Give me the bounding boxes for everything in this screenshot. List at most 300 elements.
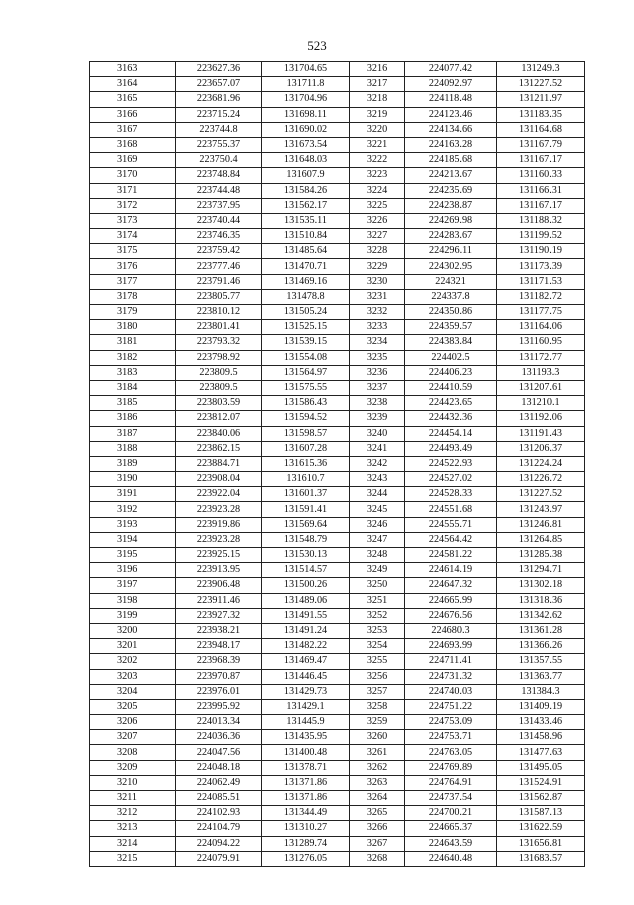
- x-coordinate-left-cell: 223803.59: [176, 396, 262, 411]
- y-coordinate-right-cell: 131458.96: [497, 730, 585, 745]
- x-coordinate-left-cell: 223777.46: [176, 259, 262, 274]
- y-coordinate-right-cell: 131211.97: [497, 92, 585, 107]
- point-id-right-cell: 3224: [350, 183, 405, 198]
- y-coordinate-left-cell: 131564.97: [262, 365, 350, 380]
- table-row: [90, 441, 585, 456]
- point-id-left-cell: 3170: [90, 168, 176, 183]
- table-row: [90, 760, 585, 775]
- y-coordinate-left-cell: 131371.86: [262, 791, 350, 806]
- y-coordinate-left-cell: 131469.47: [262, 654, 350, 669]
- y-coordinate-left-cell: 131514.57: [262, 563, 350, 578]
- x-coordinate-left-cell: 223737.95: [176, 198, 262, 213]
- x-coordinate-right-cell: 224402.5: [405, 350, 497, 365]
- point-id-right-cell: 3217: [350, 77, 405, 92]
- y-coordinate-right-cell: 131294.71: [497, 563, 585, 578]
- x-coordinate-right-cell: 224551.68: [405, 502, 497, 517]
- y-coordinate-left-cell: 131698.11: [262, 107, 350, 122]
- point-id-right-cell: 3242: [350, 456, 405, 471]
- x-coordinate-right-cell: 224432.36: [405, 411, 497, 426]
- table-row: [90, 365, 585, 380]
- y-coordinate-right-cell: 131167.17: [497, 198, 585, 213]
- y-coordinate-left-cell: 131491.24: [262, 623, 350, 638]
- y-coordinate-right-cell: 131188.32: [497, 213, 585, 228]
- point-id-left-cell: 3207: [90, 730, 176, 745]
- table-row: [90, 472, 585, 487]
- y-coordinate-right-cell: 131366.26: [497, 639, 585, 654]
- x-coordinate-left-cell: 224047.56: [176, 745, 262, 760]
- point-id-left-cell: 3187: [90, 426, 176, 441]
- x-coordinate-left-cell: 223805.77: [176, 289, 262, 304]
- table-row: [90, 305, 585, 320]
- x-coordinate-right-cell: 224581.22: [405, 548, 497, 563]
- point-id-right-cell: 3248: [350, 548, 405, 563]
- point-id-left-cell: 3215: [90, 851, 176, 866]
- x-coordinate-left-cell: 223748.84: [176, 168, 262, 183]
- point-id-left-cell: 3209: [90, 760, 176, 775]
- point-id-left-cell: 3176: [90, 259, 176, 274]
- x-coordinate-right-cell: 224185.68: [405, 153, 497, 168]
- y-coordinate-left-cell: 131400.48: [262, 745, 350, 760]
- y-coordinate-left-cell: 131445.9: [262, 715, 350, 730]
- y-coordinate-right-cell: 131433.46: [497, 715, 585, 730]
- table-row: [90, 198, 585, 213]
- table-row: [90, 623, 585, 638]
- y-coordinate-left-cell: 131601.37: [262, 487, 350, 502]
- point-id-left-cell: 3204: [90, 684, 176, 699]
- x-coordinate-left-cell: 223948.17: [176, 639, 262, 654]
- x-coordinate-left-cell: 223923.28: [176, 502, 262, 517]
- y-coordinate-left-cell: 131446.45: [262, 669, 350, 684]
- x-coordinate-left-cell: 223759.42: [176, 244, 262, 259]
- point-id-left-cell: 3190: [90, 472, 176, 487]
- x-coordinate-right-cell: 224406.23: [405, 365, 497, 380]
- y-coordinate-right-cell: 131357.55: [497, 654, 585, 669]
- x-coordinate-left-cell: 224079.91: [176, 851, 262, 866]
- x-coordinate-left-cell: 223862.15: [176, 441, 262, 456]
- table-row: [90, 213, 585, 228]
- y-coordinate-left-cell: 131289.74: [262, 836, 350, 851]
- point-id-right-cell: 3229: [350, 259, 405, 274]
- point-id-right-cell: 3265: [350, 806, 405, 821]
- x-coordinate-right-cell: 224528.33: [405, 487, 497, 502]
- y-coordinate-right-cell: 131171.53: [497, 274, 585, 289]
- x-coordinate-right-cell: 224238.87: [405, 198, 497, 213]
- y-coordinate-right-cell: 131167.79: [497, 137, 585, 152]
- x-coordinate-left-cell: 224104.79: [176, 821, 262, 836]
- x-coordinate-left-cell: 223927.32: [176, 608, 262, 623]
- y-coordinate-left-cell: 131648.03: [262, 153, 350, 168]
- table-row: [90, 608, 585, 623]
- x-coordinate-left-cell: 223740.44: [176, 213, 262, 228]
- y-coordinate-left-cell: 131378.71: [262, 760, 350, 775]
- x-coordinate-right-cell: 224410.59: [405, 380, 497, 395]
- point-id-left-cell: 3173: [90, 213, 176, 228]
- y-coordinate-right-cell: 131160.33: [497, 168, 585, 183]
- point-id-right-cell: 3253: [350, 623, 405, 638]
- y-coordinate-right-cell: 131164.68: [497, 122, 585, 137]
- point-id-left-cell: 3205: [90, 699, 176, 714]
- point-id-right-cell: 3268: [350, 851, 405, 866]
- point-id-right-cell: 3216: [350, 62, 405, 77]
- point-id-right-cell: 3266: [350, 821, 405, 836]
- point-id-right-cell: 3260: [350, 730, 405, 745]
- y-coordinate-right-cell: 131409.19: [497, 699, 585, 714]
- x-coordinate-right-cell: 224123.46: [405, 107, 497, 122]
- point-id-left-cell: 3191: [90, 487, 176, 502]
- x-coordinate-left-cell: 223809.5: [176, 365, 262, 380]
- x-coordinate-right-cell: 224118.48: [405, 92, 497, 107]
- x-coordinate-right-cell: 224676.56: [405, 608, 497, 623]
- y-coordinate-right-cell: 131318.36: [497, 593, 585, 608]
- point-id-right-cell: 3231: [350, 289, 405, 304]
- point-id-right-cell: 3220: [350, 122, 405, 137]
- x-coordinate-right-cell: 224077.42: [405, 62, 497, 77]
- y-coordinate-right-cell: 131361.28: [497, 623, 585, 638]
- coordinates-table-body: [90, 62, 585, 867]
- point-id-left-cell: 3210: [90, 775, 176, 790]
- point-id-right-cell: 3252: [350, 608, 405, 623]
- table-row: [90, 548, 585, 563]
- x-coordinate-left-cell: 223812.07: [176, 411, 262, 426]
- y-coordinate-left-cell: 131435.95: [262, 730, 350, 745]
- table-row: [90, 229, 585, 244]
- x-coordinate-right-cell: 224359.57: [405, 320, 497, 335]
- y-coordinate-left-cell: 131586.43: [262, 396, 350, 411]
- point-id-left-cell: 3212: [90, 806, 176, 821]
- point-id-left-cell: 3201: [90, 639, 176, 654]
- y-coordinate-left-cell: 131505.24: [262, 305, 350, 320]
- point-id-right-cell: 3232: [350, 305, 405, 320]
- point-id-right-cell: 3249: [350, 563, 405, 578]
- point-id-right-cell: 3264: [350, 791, 405, 806]
- point-id-right-cell: 3261: [350, 745, 405, 760]
- table-row: [90, 137, 585, 152]
- y-coordinate-right-cell: 131264.85: [497, 532, 585, 547]
- x-coordinate-right-cell: 224350.86: [405, 305, 497, 320]
- table-row: [90, 775, 585, 790]
- y-coordinate-right-cell: 131192.06: [497, 411, 585, 426]
- y-coordinate-left-cell: 131485.64: [262, 244, 350, 259]
- table-row: [90, 517, 585, 532]
- x-coordinate-left-cell: 224036.36: [176, 730, 262, 745]
- y-coordinate-right-cell: 131384.3: [497, 684, 585, 699]
- table-row: [90, 639, 585, 654]
- table-row: [90, 396, 585, 411]
- x-coordinate-left-cell: 223798.92: [176, 350, 262, 365]
- x-coordinate-left-cell: 223746.35: [176, 229, 262, 244]
- table-row: [90, 806, 585, 821]
- x-coordinate-right-cell: 224564.42: [405, 532, 497, 547]
- y-coordinate-left-cell: 131535.11: [262, 213, 350, 228]
- table-row: [90, 380, 585, 395]
- y-coordinate-right-cell: 131226.72: [497, 472, 585, 487]
- x-coordinate-right-cell: 224700.21: [405, 806, 497, 821]
- table-row: [90, 836, 585, 851]
- y-coordinate-right-cell: 131210.1: [497, 396, 585, 411]
- y-coordinate-right-cell: 131172.77: [497, 350, 585, 365]
- table-row: [90, 456, 585, 471]
- x-coordinate-right-cell: 224269.98: [405, 213, 497, 228]
- point-id-right-cell: 3221: [350, 137, 405, 152]
- point-id-left-cell: 3178: [90, 289, 176, 304]
- x-coordinate-right-cell: 224753.71: [405, 730, 497, 745]
- point-id-right-cell: 3258: [350, 699, 405, 714]
- point-id-right-cell: 3237: [350, 380, 405, 395]
- x-coordinate-left-cell: 223681.96: [176, 92, 262, 107]
- point-id-right-cell: 3235: [350, 350, 405, 365]
- point-id-left-cell: 3188: [90, 441, 176, 456]
- point-id-right-cell: 3263: [350, 775, 405, 790]
- table-row: [90, 821, 585, 836]
- table-row: [90, 153, 585, 168]
- table-row: [90, 684, 585, 699]
- point-id-left-cell: 3181: [90, 335, 176, 350]
- y-coordinate-left-cell: 131491.55: [262, 608, 350, 623]
- y-coordinate-right-cell: 131524.91: [497, 775, 585, 790]
- y-coordinate-right-cell: 131182.72: [497, 289, 585, 304]
- table-row: [90, 107, 585, 122]
- y-coordinate-right-cell: 131177.75: [497, 305, 585, 320]
- y-coordinate-right-cell: 131166.31: [497, 183, 585, 198]
- y-coordinate-right-cell: 131285.38: [497, 548, 585, 563]
- y-coordinate-left-cell: 131610.7: [262, 472, 350, 487]
- point-id-right-cell: 3228: [350, 244, 405, 259]
- table-row: [90, 699, 585, 714]
- x-coordinate-left-cell: 224085.51: [176, 791, 262, 806]
- y-coordinate-left-cell: 131569.64: [262, 517, 350, 532]
- x-coordinate-right-cell: 224163.28: [405, 137, 497, 152]
- x-coordinate-right-cell: 224454.14: [405, 426, 497, 441]
- point-id-right-cell: 3223: [350, 168, 405, 183]
- x-coordinate-left-cell: 224062.49: [176, 775, 262, 790]
- x-coordinate-left-cell: 223995.92: [176, 699, 262, 714]
- point-id-right-cell: 3227: [350, 229, 405, 244]
- x-coordinate-right-cell: 224235.69: [405, 183, 497, 198]
- point-id-left-cell: 3166: [90, 107, 176, 122]
- y-coordinate-left-cell: 131607.9: [262, 168, 350, 183]
- point-id-right-cell: 3243: [350, 472, 405, 487]
- point-id-left-cell: 3195: [90, 548, 176, 563]
- x-coordinate-right-cell: 224647.32: [405, 578, 497, 593]
- y-coordinate-left-cell: 131489.06: [262, 593, 350, 608]
- point-id-right-cell: 3257: [350, 684, 405, 699]
- point-id-right-cell: 3244: [350, 487, 405, 502]
- y-coordinate-right-cell: 131191.43: [497, 426, 585, 441]
- x-coordinate-left-cell: 223925.15: [176, 548, 262, 563]
- table-row: [90, 411, 585, 426]
- y-coordinate-right-cell: 131656.81: [497, 836, 585, 851]
- x-coordinate-left-cell: 223906.48: [176, 578, 262, 593]
- y-coordinate-left-cell: 131469.16: [262, 274, 350, 289]
- point-id-right-cell: 3267: [350, 836, 405, 851]
- x-coordinate-right-cell: 224555.71: [405, 517, 497, 532]
- point-id-left-cell: 3211: [90, 791, 176, 806]
- x-coordinate-right-cell: 224522.93: [405, 456, 497, 471]
- x-coordinate-left-cell: 223793.32: [176, 335, 262, 350]
- x-coordinate-left-cell: 223755.37: [176, 137, 262, 152]
- y-coordinate-left-cell: 131554.08: [262, 350, 350, 365]
- x-coordinate-right-cell: 224693.99: [405, 639, 497, 654]
- y-coordinate-right-cell: 131190.19: [497, 244, 585, 259]
- point-id-left-cell: 3214: [90, 836, 176, 851]
- y-coordinate-right-cell: 131622.59: [497, 821, 585, 836]
- table-row: [90, 320, 585, 335]
- x-coordinate-right-cell: 224764.91: [405, 775, 497, 790]
- point-id-right-cell: 3219: [350, 107, 405, 122]
- y-coordinate-right-cell: 131477.63: [497, 745, 585, 760]
- table-row: [90, 745, 585, 760]
- point-id-right-cell: 3234: [350, 335, 405, 350]
- point-id-right-cell: 3218: [350, 92, 405, 107]
- y-coordinate-right-cell: 131224.24: [497, 456, 585, 471]
- point-id-left-cell: 3171: [90, 183, 176, 198]
- table-row: [90, 289, 585, 304]
- x-coordinate-right-cell: 224769.89: [405, 760, 497, 775]
- x-coordinate-right-cell: 224423.65: [405, 396, 497, 411]
- x-coordinate-left-cell: 224102.93: [176, 806, 262, 821]
- point-id-right-cell: 3239: [350, 411, 405, 426]
- x-coordinate-left-cell: 223809.5: [176, 380, 262, 395]
- point-id-left-cell: 3180: [90, 320, 176, 335]
- point-id-right-cell: 3230: [350, 274, 405, 289]
- point-id-left-cell: 3202: [90, 654, 176, 669]
- table-row: [90, 168, 585, 183]
- y-coordinate-right-cell: 131167.17: [497, 153, 585, 168]
- table-row: [90, 350, 585, 365]
- x-coordinate-right-cell: 224337.8: [405, 289, 497, 304]
- point-id-left-cell: 3175: [90, 244, 176, 259]
- table-row: [90, 335, 585, 350]
- y-coordinate-right-cell: 131562.87: [497, 791, 585, 806]
- point-id-left-cell: 3182: [90, 350, 176, 365]
- y-coordinate-right-cell: 131227.52: [497, 77, 585, 92]
- x-coordinate-right-cell: 224640.48: [405, 851, 497, 866]
- x-coordinate-right-cell: 224665.37: [405, 821, 497, 836]
- y-coordinate-right-cell: 131342.62: [497, 608, 585, 623]
- x-coordinate-right-cell: 224680.3: [405, 623, 497, 638]
- x-coordinate-left-cell: 223657.07: [176, 77, 262, 92]
- y-coordinate-left-cell: 131591.41: [262, 502, 350, 517]
- x-coordinate-left-cell: 223923.28: [176, 532, 262, 547]
- table-row: [90, 563, 585, 578]
- point-id-left-cell: 3203: [90, 669, 176, 684]
- y-coordinate-left-cell: 131539.15: [262, 335, 350, 350]
- x-coordinate-left-cell: 223744.8: [176, 122, 262, 137]
- point-id-right-cell: 3238: [350, 396, 405, 411]
- point-id-left-cell: 3185: [90, 396, 176, 411]
- y-coordinate-left-cell: 131562.17: [262, 198, 350, 213]
- y-coordinate-left-cell: 131478.8: [262, 289, 350, 304]
- y-coordinate-left-cell: 131615.36: [262, 456, 350, 471]
- table-row: [90, 62, 585, 77]
- point-id-left-cell: 3168: [90, 137, 176, 152]
- x-coordinate-left-cell: 223627.36: [176, 62, 262, 77]
- table-row: [90, 77, 585, 92]
- table-row: [90, 502, 585, 517]
- point-id-left-cell: 3165: [90, 92, 176, 107]
- y-coordinate-right-cell: 131207.61: [497, 380, 585, 395]
- y-coordinate-right-cell: 131193.3: [497, 365, 585, 380]
- x-coordinate-right-cell: 224643.59: [405, 836, 497, 851]
- y-coordinate-right-cell: 131173.39: [497, 259, 585, 274]
- coordinates-table: [89, 61, 585, 867]
- point-id-left-cell: 3167: [90, 122, 176, 137]
- x-coordinate-left-cell: 223750.4: [176, 153, 262, 168]
- table-row: [90, 532, 585, 547]
- table-row: [90, 730, 585, 745]
- point-id-left-cell: 3206: [90, 715, 176, 730]
- y-coordinate-right-cell: 131249.3: [497, 62, 585, 77]
- table-row: [90, 274, 585, 289]
- point-id-left-cell: 3193: [90, 517, 176, 532]
- y-coordinate-right-cell: 131246.81: [497, 517, 585, 532]
- table-row: [90, 487, 585, 502]
- x-coordinate-right-cell: 224731.32: [405, 669, 497, 684]
- x-coordinate-left-cell: 223791.46: [176, 274, 262, 289]
- table-row: [90, 259, 585, 274]
- point-id-left-cell: 3164: [90, 77, 176, 92]
- table-row: [90, 669, 585, 684]
- x-coordinate-left-cell: 224013.34: [176, 715, 262, 730]
- point-id-left-cell: 3174: [90, 229, 176, 244]
- y-coordinate-right-cell: 131243.97: [497, 502, 585, 517]
- point-id-right-cell: 3222: [350, 153, 405, 168]
- point-id-right-cell: 3236: [350, 365, 405, 380]
- point-id-right-cell: 3233: [350, 320, 405, 335]
- y-coordinate-left-cell: 131584.26: [262, 183, 350, 198]
- x-coordinate-right-cell: 224740.03: [405, 684, 497, 699]
- point-id-left-cell: 3172: [90, 198, 176, 213]
- table-row: [90, 183, 585, 198]
- point-id-left-cell: 3200: [90, 623, 176, 638]
- y-coordinate-right-cell: 131164.06: [497, 320, 585, 335]
- y-coordinate-left-cell: 131607.28: [262, 441, 350, 456]
- y-coordinate-right-cell: 131302.18: [497, 578, 585, 593]
- table-row: [90, 92, 585, 107]
- x-coordinate-left-cell: 223715.24: [176, 107, 262, 122]
- point-id-left-cell: 3183: [90, 365, 176, 380]
- x-coordinate-left-cell: 223911.46: [176, 593, 262, 608]
- y-coordinate-left-cell: 131482.22: [262, 639, 350, 654]
- x-coordinate-left-cell: 223919.86: [176, 517, 262, 532]
- table-row: [90, 122, 585, 137]
- point-id-right-cell: 3240: [350, 426, 405, 441]
- y-coordinate-right-cell: 131587.13: [497, 806, 585, 821]
- point-id-left-cell: 3198: [90, 593, 176, 608]
- point-id-left-cell: 3163: [90, 62, 176, 77]
- y-coordinate-right-cell: 131227.52: [497, 487, 585, 502]
- y-coordinate-left-cell: 131429.1: [262, 699, 350, 714]
- point-id-left-cell: 3197: [90, 578, 176, 593]
- y-coordinate-left-cell: 131371.86: [262, 775, 350, 790]
- table-row: [90, 791, 585, 806]
- x-coordinate-right-cell: 224383.84: [405, 335, 497, 350]
- y-coordinate-right-cell: 131183.35: [497, 107, 585, 122]
- table-row: [90, 426, 585, 441]
- x-coordinate-right-cell: 224527.02: [405, 472, 497, 487]
- x-coordinate-left-cell: 224094.22: [176, 836, 262, 851]
- x-coordinate-right-cell: 224302.95: [405, 259, 497, 274]
- x-coordinate-left-cell: 223976.01: [176, 684, 262, 699]
- y-coordinate-right-cell: 131683.57: [497, 851, 585, 866]
- point-id-left-cell: 3194: [90, 532, 176, 547]
- x-coordinate-left-cell: 223970.87: [176, 669, 262, 684]
- y-coordinate-left-cell: 131704.65: [262, 62, 350, 77]
- y-coordinate-left-cell: 131470.71: [262, 259, 350, 274]
- y-coordinate-left-cell: 131276.05: [262, 851, 350, 866]
- point-id-right-cell: 3241: [350, 441, 405, 456]
- y-coordinate-left-cell: 131598.57: [262, 426, 350, 441]
